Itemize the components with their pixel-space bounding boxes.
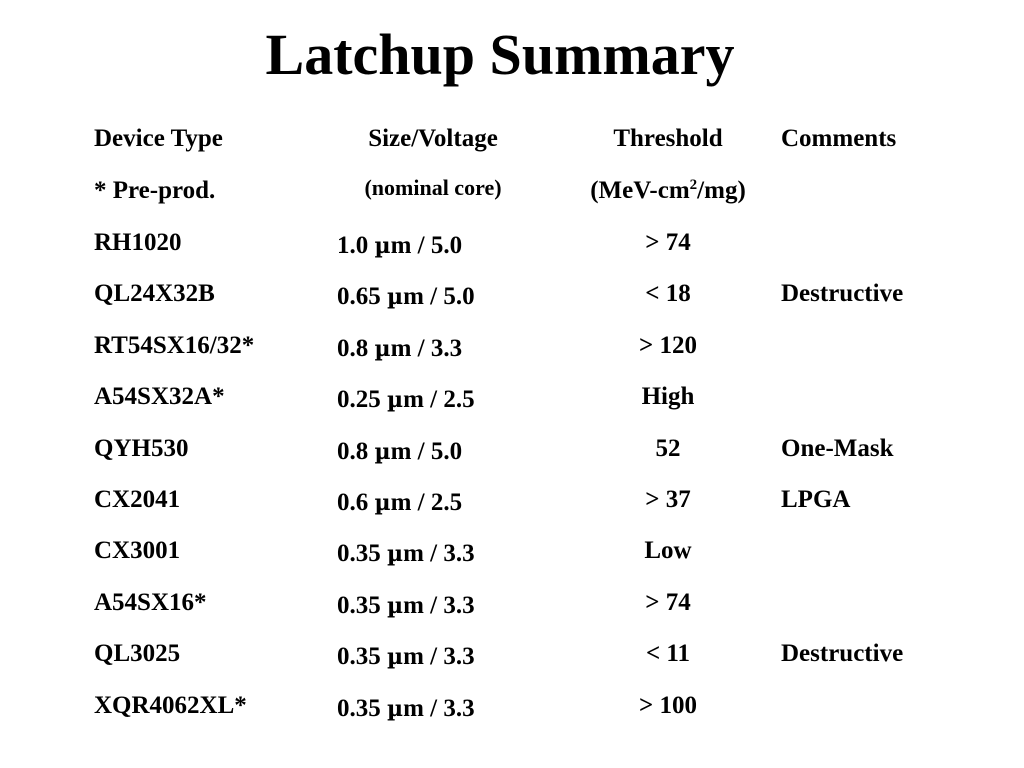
device-type-cell: CX3001 <box>94 537 181 564</box>
page-title: Latchup Summary <box>265 22 735 87</box>
header-comments: Comments <box>781 125 897 152</box>
size-voltage-cell <box>337 591 475 621</box>
voltage-value: m / 5.0 <box>390 438 463 465</box>
voltage-value: m / 3.3 <box>403 592 475 619</box>
size-voltage-cell <box>337 437 462 467</box>
threshold-cell: High <box>641 383 695 410</box>
size-voltage-cell <box>337 488 462 518</box>
header-nominal-core-note: (nominal core) <box>364 175 502 200</box>
voltage-value: m / 3.3 <box>403 540 475 567</box>
threshold-unit-post: /mg) <box>697 177 746 204</box>
device-type-cell: QL24X32B <box>94 280 215 307</box>
size-voltage-cell <box>337 694 475 724</box>
header-preprod-note: * Pre-prod. <box>94 177 216 204</box>
voltage-value: m / 2.5 <box>403 386 475 413</box>
micro-symbol: µ <box>387 644 404 670</box>
device-type-cell: QYH530 <box>94 435 189 462</box>
size-voltage-cell <box>337 385 475 415</box>
voltage-value: m / 2.5 <box>390 489 463 516</box>
micro-symbol: µ <box>387 696 404 722</box>
threshold-cell: > 74 <box>645 589 691 616</box>
voltage-value: m / 5.0 <box>403 283 475 310</box>
micro-symbol: µ <box>387 593 404 619</box>
voltage-value: m / 3.3 <box>403 643 475 670</box>
device-type-cell: CX2041 <box>94 486 181 513</box>
device-type-cell: RT54SX16/32* <box>94 332 255 359</box>
micro-symbol: µ <box>374 336 391 362</box>
threshold-cell: Low <box>644 537 692 564</box>
header-threshold-unit <box>590 176 746 206</box>
comment-cell: One-Mask <box>781 435 894 462</box>
size-voltage-cell <box>337 642 475 672</box>
size-value: 0.25 <box>337 386 387 413</box>
threshold-cell: < 18 <box>645 280 691 307</box>
micro-symbol: µ <box>387 387 404 413</box>
threshold-cell: 52 <box>655 435 681 462</box>
micro-symbol: µ <box>374 490 391 516</box>
threshold-cell: > 100 <box>639 692 697 719</box>
size-voltage-cell <box>337 539 475 569</box>
size-value: 0.35 <box>337 695 387 722</box>
threshold-unit-pre: (MeV-cm <box>590 177 690 204</box>
comment-cell: LPGA <box>781 486 851 513</box>
threshold-cell: > 120 <box>639 332 697 359</box>
threshold-cell: > 74 <box>645 229 691 256</box>
comment-cell: Destructive <box>781 640 904 667</box>
micro-symbol: µ <box>374 439 391 465</box>
micro-symbol: µ <box>374 233 391 259</box>
device-type-cell: XQR4062XL* <box>94 692 247 719</box>
size-voltage-cell <box>337 282 475 312</box>
size-value: 0.8 <box>337 438 375 465</box>
size-voltage-cell <box>337 231 462 261</box>
size-voltage-cell <box>337 334 462 364</box>
device-type-cell: A54SX16* <box>94 589 207 616</box>
threshold-cell: > 37 <box>645 486 691 513</box>
size-value: 0.65 <box>337 283 387 310</box>
micro-symbol: µ <box>387 284 404 310</box>
size-value: 0.8 <box>337 335 375 362</box>
header-threshold: Threshold <box>613 125 723 152</box>
voltage-value: m / 3.3 <box>390 335 463 362</box>
header-size-voltage: Size/Voltage <box>368 125 498 152</box>
size-value: 1.0 <box>337 232 375 259</box>
size-value: 0.35 <box>337 643 387 670</box>
threshold-cell: < 11 <box>645 640 691 667</box>
size-value: 0.35 <box>337 592 387 619</box>
device-type-cell: QL3025 <box>94 640 181 667</box>
size-value: 0.35 <box>337 540 387 567</box>
device-type-cell: RH1020 <box>94 229 182 256</box>
voltage-value: m / 5.0 <box>390 232 463 259</box>
comment-cell: Destructive <box>781 280 904 307</box>
threshold-unit-superscript: 2 <box>689 177 698 193</box>
header-device-type: Device Type <box>94 125 223 152</box>
voltage-value: m / 3.3 <box>403 695 475 722</box>
micro-symbol: µ <box>387 541 404 567</box>
size-value: 0.6 <box>337 489 375 516</box>
device-type-cell: A54SX32A* <box>94 383 225 410</box>
